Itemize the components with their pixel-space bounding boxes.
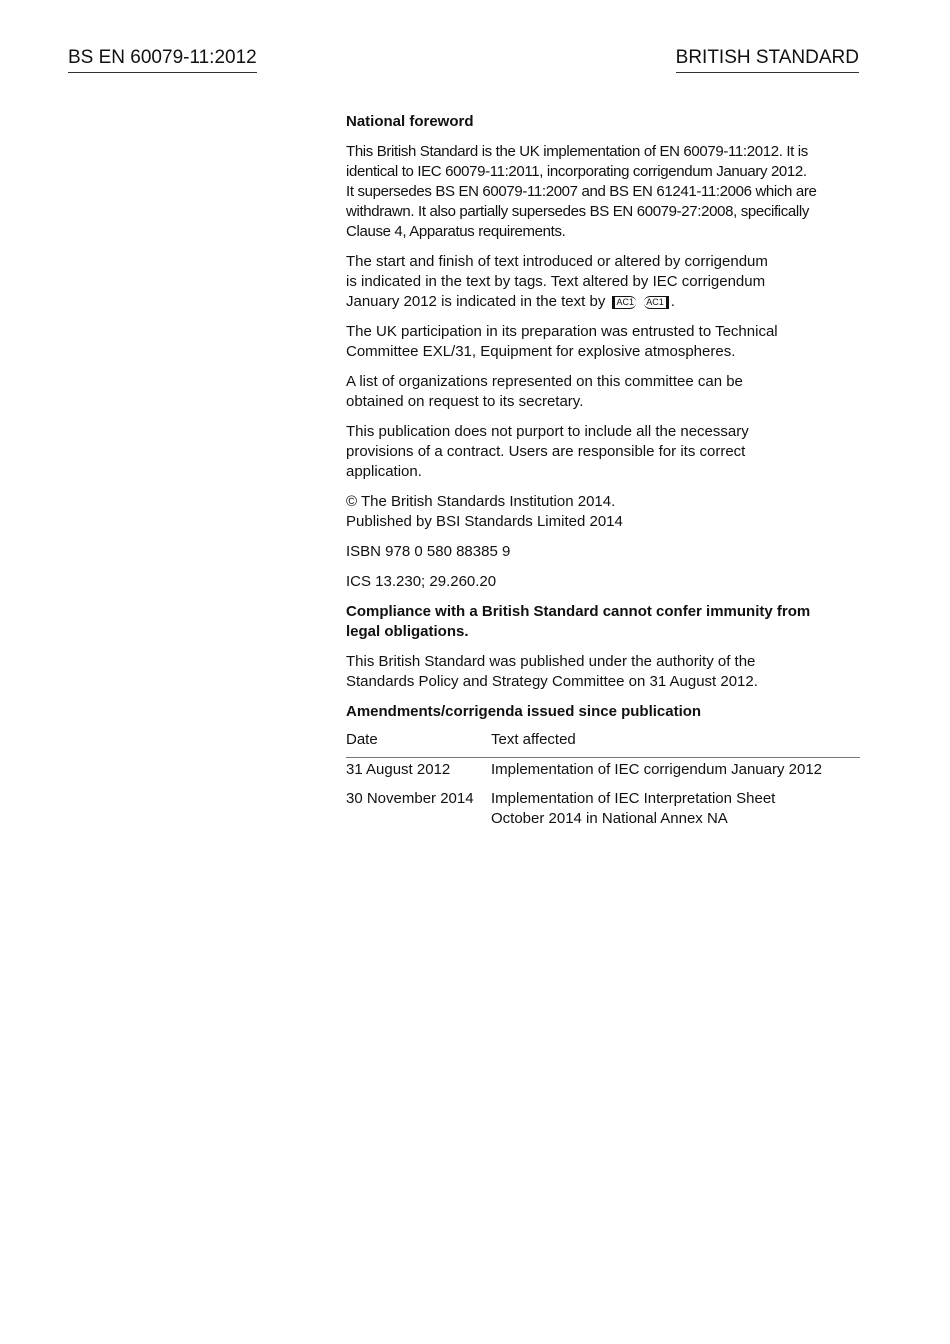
- amendments-title: Amendments/corrigenda issued since publication: [346, 703, 702, 720]
- text-line: legal obligations.: [346, 623, 469, 640]
- isbn: ISBN 978 0 580 88385 9: [346, 543, 511, 560]
- table-row: [346, 758, 860, 789]
- text-line: provisions of a contract. Users are responsible for its correct: [346, 443, 746, 460]
- column-header-text: Text affected: [491, 730, 860, 758]
- text-line: The UK participation in its preparation was entrusted to Technical: [346, 323, 778, 340]
- paragraph-provisions: [346, 422, 860, 482]
- publication-authority: [346, 652, 860, 692]
- text-line: [346, 292, 860, 312]
- text-line: withdrawn. It also partially supersedes BS EN 60079-27:2008, specifically: [346, 203, 810, 220]
- text-line: obtained on request to its secretary.: [346, 393, 584, 410]
- ics: ICS 13.230; 29.260.20: [346, 573, 497, 590]
- corrigendum-open-tag-icon: AC1: [612, 296, 637, 309]
- text-line: It supersedes BS EN 60079-11:2007 and BS EN 61241-11:2006 which are: [346, 183, 817, 200]
- amendment-text: [491, 788, 860, 837]
- national-foreword: [346, 112, 860, 837]
- text-line: application.: [346, 463, 422, 480]
- text-line: The start and finish of text introduced or altered by corrigendum: [346, 253, 768, 270]
- text-line: Standards Policy and Strategy Committee on 31 August 2012.: [346, 673, 758, 690]
- paragraph-implementation: [346, 142, 860, 242]
- document-number: BS EN 60079-11:2012: [68, 46, 257, 73]
- table-row: [346, 788, 860, 837]
- text-line: © The British Standards Institution 2014.: [346, 493, 616, 510]
- text-line: This British Standard was published under the authority of the: [346, 653, 756, 670]
- text-line: Compliance with a British Standard cannot confer immunity from: [346, 603, 811, 620]
- amendment-date: 31 August 2012: [346, 761, 451, 778]
- document-type: BRITISH STANDARD: [676, 46, 859, 73]
- table-header-row: [346, 730, 860, 758]
- text-segment: January 2012 is indicated in the text by: [346, 293, 606, 310]
- text-line: Implementation of IEC Interpretation Sheet: [491, 790, 776, 807]
- text-line: Published by BSI Standards Limited 2014: [346, 513, 623, 530]
- amendments-table: [346, 730, 860, 837]
- text-line: This publication does not purport to include all the necessary: [346, 423, 749, 440]
- column-header-date: Date: [346, 730, 491, 758]
- corrigendum-close-tag-icon: AC1: [644, 296, 669, 309]
- amendment-text: Implementation of IEC corrigendum January 2012: [491, 761, 823, 778]
- text-line: This British Standard is the UK implementation of EN 60079-11:2012. It is: [346, 143, 808, 160]
- paragraph-corrigendum: [346, 252, 860, 312]
- text-line: identical to IEC 60079-11:2011, incorporating corrigendum January 2012.: [346, 163, 807, 180]
- paragraph-organizations: [346, 372, 860, 412]
- text-line: is indicated in the text by tags. Text altered by IEC corrigendum: [346, 273, 766, 290]
- text-line: October 2014 in National Annex NA: [491, 810, 728, 827]
- paragraph-participation: [346, 322, 860, 362]
- text-line: Clause 4, Apparatus requirements.: [346, 223, 566, 240]
- text-line: Committee EXL/31, Equipment for explosive atmospheres.: [346, 343, 736, 360]
- text-segment: .: [670, 293, 675, 310]
- section-title: National foreword: [346, 113, 474, 130]
- amendment-date: 30 November 2014: [346, 790, 474, 807]
- copyright: [346, 492, 860, 532]
- compliance-notice: [346, 602, 860, 642]
- text-line: A list of organizations represented on this committee can be: [346, 373, 743, 390]
